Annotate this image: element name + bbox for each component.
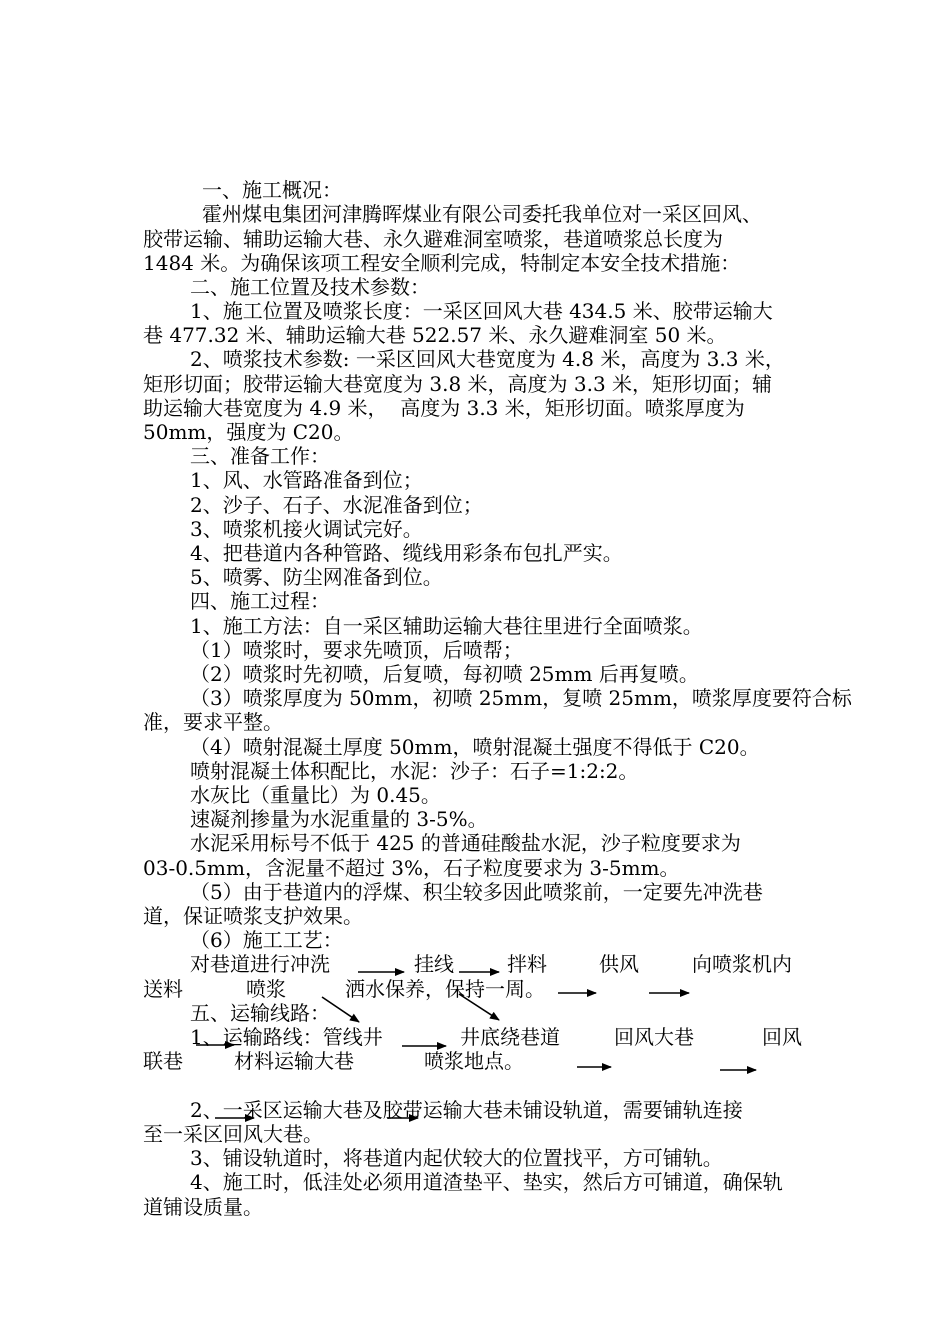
- arrow-icon: [322, 997, 359, 1022]
- list-item: 4、把巷道内各种管路、缆线用彩条布包扎严实。: [190, 541, 623, 565]
- paragraph-line: 水灰比（重量比）为 0.45。: [190, 783, 441, 807]
- paragraph-line: 03-0.5mm，含泥量不超过 3%，石子粒度要求为 3-5mm。: [143, 856, 680, 880]
- paragraph-line: 霍州煤电集团河津腾晖煤业有限公司委托我单位对一采区回风、: [202, 202, 762, 226]
- list-item: 1、风、水管路准备到位；: [190, 468, 423, 492]
- paragraph-line: 速凝剂掺量为水泥重量的 3-5%。: [190, 807, 488, 831]
- paragraph-line: 道铺设质量。: [143, 1195, 263, 1219]
- arrow-icon: [459, 994, 499, 1020]
- paragraph-line: 水泥采用标号不低于 425 的普通硅酸盐水泥，沙子粒度要求为: [190, 831, 741, 855]
- paragraph-line: 1、施工位置及喷浆长度：一采区回风大巷 434.5 米、胶带运输大: [190, 299, 773, 323]
- paragraph-line: 至一采区回风大巷。: [143, 1122, 323, 1146]
- paragraph-line: 巷 477.32 米、辅助运输大巷 522.57 米、永久避难洞室 50 米。: [143, 323, 727, 347]
- paragraph-line: 1、施工方法：自一采区辅助运输大巷往里进行全面喷浆。: [190, 614, 703, 638]
- paragraph-line: 助运输大巷宽度为 4.9 米， 高度为 3.3 米，矩形切面。喷浆厚度为: [143, 396, 745, 420]
- paragraph-line: 4、施工时，低洼处必须用道渣垫平、垫实，然后方可铺道，确保轨: [190, 1170, 783, 1194]
- route-step: 回风大巷: [614, 1025, 694, 1049]
- list-item: 3、喷浆机接火调试完好。: [190, 517, 423, 541]
- flow-step: 供风: [599, 952, 639, 976]
- section-heading-params: 二、施工位置及技术参数：: [190, 275, 430, 299]
- list-item: （2）喷浆时先初喷，后复喷，每初喷 25mm 后再复喷。: [190, 662, 699, 686]
- flow-step: 洒水保养，保持一周。: [345, 977, 545, 1001]
- paragraph-line: 50mm，强度为 C20。: [143, 420, 354, 444]
- route-step: 材料运输大巷: [234, 1049, 354, 1073]
- list-item: （1）喷浆时，要求先喷顶，后喷帮；: [190, 638, 523, 662]
- flow-step: 挂线: [414, 952, 454, 976]
- paragraph-line: 胶带运输、辅助运输大巷、永久避难洞室喷浆，巷道喷浆总长度为: [143, 227, 723, 251]
- flow-step: 对巷道进行冲洗: [190, 952, 330, 976]
- paragraph-line: 3、铺设轨道时，将巷道内起伏较大的位置找平，方可铺轨。: [190, 1146, 723, 1170]
- list-item: （6）施工工艺：: [190, 928, 343, 952]
- list-item: 2、沙子、石子、水泥准备到位；: [190, 493, 483, 517]
- paragraph-line: 道，保证喷浆支护效果。: [143, 904, 363, 928]
- flow-step: 喷浆: [246, 977, 286, 1001]
- list-item: （3）喷浆厚度为 50mm，初喷 25mm，复喷 25mm，喷浆厚度要符合标: [190, 686, 852, 710]
- section-heading-overview: 一、施工概况：: [202, 178, 342, 202]
- list-item: 5、喷雾、防尘网准备到位。: [190, 565, 443, 589]
- flow-step: 拌料: [507, 952, 547, 976]
- list-item: （5）由于巷道内的浮煤、积尘较多因此喷浆前，一定要先冲洗巷: [190, 880, 763, 904]
- section-heading-prep: 三、准备工作：: [190, 444, 330, 468]
- paragraph-line: 1484 米。为确保该项工程安全顺利完成，特制定本安全技术措施：: [143, 251, 741, 275]
- paragraph-line: 喷射混凝土体积配比，水泥：沙子：石子=1:2:2。: [190, 759, 639, 783]
- route-step: 回风: [762, 1025, 802, 1049]
- list-item: （4）喷射混凝土厚度 50mm，喷射混凝土强度不得低于 C20。: [190, 735, 760, 759]
- section-heading-transport: 五、运输线路：: [190, 1001, 330, 1025]
- flow-step: 向喷浆机内: [692, 952, 792, 976]
- paragraph-line: 矩形切面；胶带运输大巷宽度为 3.8 米，高度为 3.3 米，矩形切面；辅: [143, 372, 773, 396]
- route-step: 井底绕巷道: [460, 1025, 560, 1049]
- route-step: 喷浆地点。: [424, 1049, 524, 1073]
- paragraph-line: 2、一采区运输大巷及胶带运输大巷未铺设轨道，需要铺轨连接: [190, 1098, 743, 1122]
- route-step: 联巷: [143, 1049, 183, 1073]
- flow-step: 送料: [143, 977, 183, 1001]
- paragraph-line: 准，要求平整。: [143, 710, 283, 734]
- route-step: 1、运输路线：管线井: [190, 1025, 383, 1049]
- paragraph-line: 2、喷浆技术参数: 一采区回风大巷宽度为 4.8 米，高度为 3.3 米，: [190, 347, 785, 371]
- section-heading-process: 四、施工过程：: [190, 589, 330, 613]
